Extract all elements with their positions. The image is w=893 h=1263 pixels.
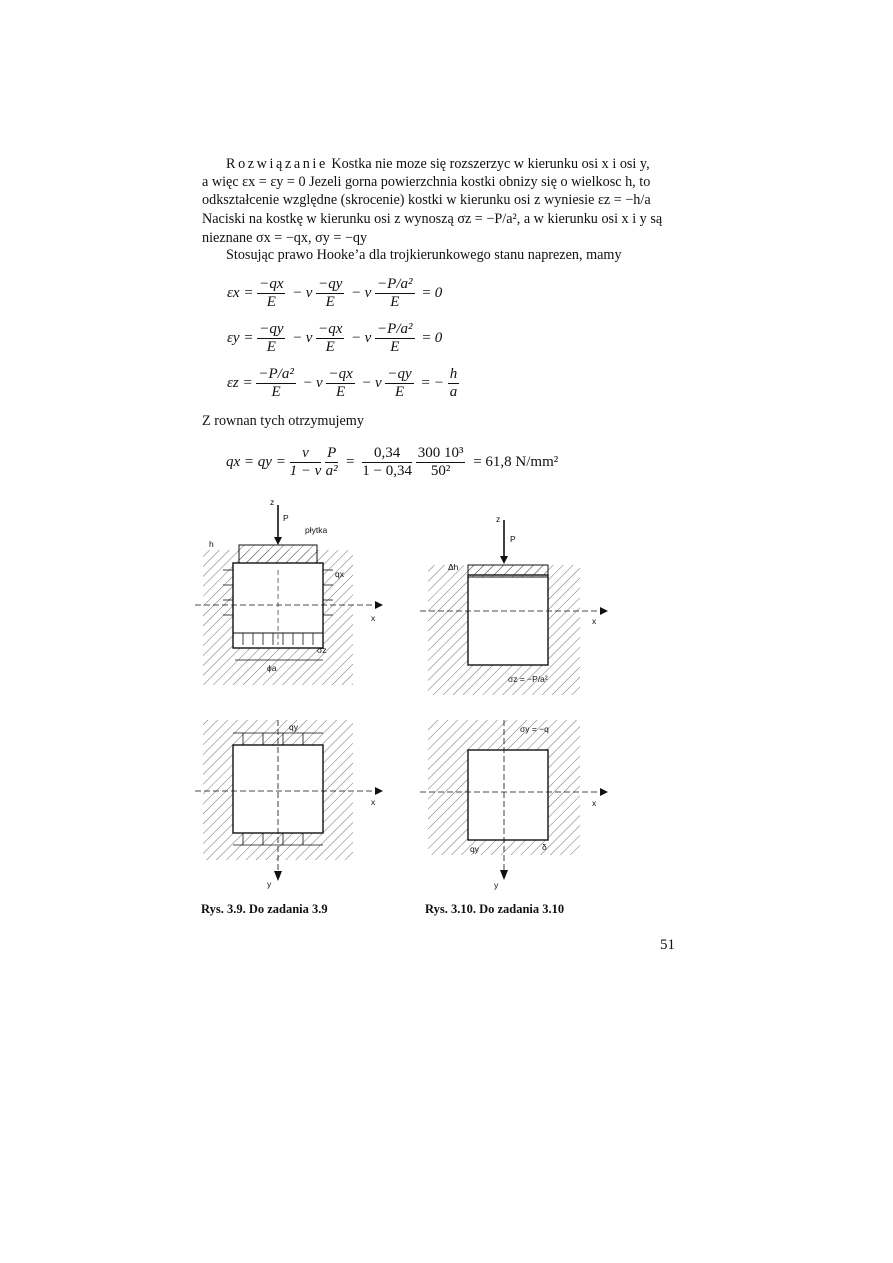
eq-den: a [449, 384, 458, 400]
plate [468, 565, 548, 577]
label-plytka: płytka [305, 525, 328, 535]
eq-num: −qy [387, 366, 412, 382]
eq-op: = [421, 375, 430, 391]
label-P: P [510, 534, 516, 544]
label-x: x [371, 613, 376, 623]
label-z: z [270, 497, 275, 507]
eq-op: − [293, 330, 302, 346]
eq-zero: 0 [434, 285, 443, 301]
label-x: x [592, 616, 597, 626]
label-x: x [371, 797, 376, 807]
eq-num: ν [290, 445, 322, 463]
label-y: y [494, 880, 499, 890]
paragraph-line-5: nieznane σx = −qx, σy = −qy [202, 230, 368, 246]
eq-op: − [362, 375, 371, 391]
eq-num: −qx [328, 366, 353, 382]
eq-lhs: εy = [227, 330, 254, 346]
paragraph-line-4: Naciski na kostkę w kierunku osi z wynoszą σz = −P/a², a w kierunku osi x i y są [202, 211, 663, 227]
eq-den: 1 − ν [289, 463, 322, 479]
equation-epsilon-y [227, 321, 442, 356]
label-q: qy [470, 844, 479, 854]
fig310-top-view [420, 514, 608, 695]
eq-num: −P/a² [377, 321, 413, 337]
line-1-text: Kostka nie moze się rozszerzyc w kierunku osi x i osi y, [331, 156, 650, 172]
eq-op: − [352, 285, 361, 301]
eq-den: E [325, 294, 335, 310]
fig39-top-view [195, 497, 383, 685]
eq-num: 300 10³ [417, 445, 464, 461]
result-intro: Z rownan tych otrzymujemy [202, 413, 364, 429]
label-h: h [209, 539, 214, 549]
eq-nu: ν [305, 330, 313, 346]
eq-den: E [266, 339, 276, 355]
solution-heading: Rozwiązanie [226, 156, 328, 172]
eq-den: E [390, 294, 400, 310]
plate [239, 545, 317, 563]
eq-den: E [266, 294, 276, 310]
eq-nu: ν [305, 285, 313, 301]
eq-den: 50² [430, 463, 451, 479]
equation-epsilon-x [227, 276, 442, 311]
eq-den: E [336, 384, 346, 400]
label-qy: qy [289, 722, 298, 732]
label-dh: Δh [448, 562, 459, 572]
caption-fig-3-9: Rys. 3.9. Do zadania 3.9 [201, 902, 328, 916]
label-z: z [496, 514, 501, 524]
label-P: P [283, 513, 289, 523]
fig310-bottom-view [420, 720, 608, 890]
eq-result: = 61,8 N/mm² [473, 454, 559, 470]
label-sz: σz [317, 645, 327, 655]
eq-lhs: εx = [227, 285, 254, 301]
label-x: x [592, 798, 597, 808]
label-a: ϕa [267, 663, 277, 673]
eq-zero: 0 [434, 330, 443, 346]
equation-final [226, 445, 558, 480]
eq-op: = [346, 454, 355, 470]
figure-3-9 [195, 495, 395, 895]
fig39-bottom-view [195, 720, 383, 889]
cube [468, 575, 548, 665]
eq-num: −qy [318, 276, 343, 292]
eq-num: h [449, 366, 458, 382]
paragraph-line-1 [226, 155, 716, 173]
eq-den: a² [325, 463, 338, 479]
label-y: y [267, 879, 272, 889]
label-qx: qx [335, 569, 344, 579]
eq-den: E [325, 339, 335, 355]
eq-num: 0,34 [362, 445, 412, 463]
eq-nu: ν [364, 330, 372, 346]
label-delta: δ [542, 842, 547, 852]
eq-op: = [422, 330, 431, 346]
label-sy: σy = −q [520, 724, 549, 734]
equation-epsilon-z [227, 366, 459, 401]
eq-op: − [293, 285, 302, 301]
eq-num: P [327, 445, 337, 461]
eq-op: = [422, 285, 431, 301]
eq-den: 1 − 0,34 [362, 463, 412, 479]
eq-num: −P/a² [377, 276, 413, 292]
eq-num: −P/a² [258, 366, 294, 382]
paragraph-line-2: a więc εx = εy = 0 Jezeli gorna powierzchnia kostki obnizy się o wielkosc h, to [202, 174, 651, 190]
eq-den: E [390, 339, 400, 355]
page-number: 51 [660, 937, 675, 953]
label-sz: σz = −P/a² [508, 674, 548, 684]
eq-den: E [271, 384, 281, 400]
eq-lhs: εz = [227, 375, 253, 391]
eq-nu: ν [364, 285, 372, 301]
eq-lhs: qx = qy = [226, 454, 286, 470]
paragraph-line-3: odkształcenie względne (skrocenie) kostki w kierunku osi z wyniesie εz = −h/a [202, 192, 651, 208]
eq-op: − [352, 330, 361, 346]
eq-den: E [394, 384, 405, 400]
eq-num: −qx [318, 321, 343, 337]
eq-op: − [303, 375, 313, 391]
eq-nu: ν [374, 375, 382, 391]
eq-num: −qx [259, 276, 284, 292]
eq-minus: − [433, 375, 445, 391]
figure-3-10 [420, 500, 620, 895]
eq-nu: ν [316, 375, 323, 391]
hooke-paragraph: Stosując prawo Hooke’a dla trojkierunkowego stanu naprezen, mamy [226, 247, 622, 263]
eq-num: −qy [259, 321, 284, 337]
caption-fig-3-10: Rys. 3.10. Do zadania 3.10 [425, 902, 565, 916]
